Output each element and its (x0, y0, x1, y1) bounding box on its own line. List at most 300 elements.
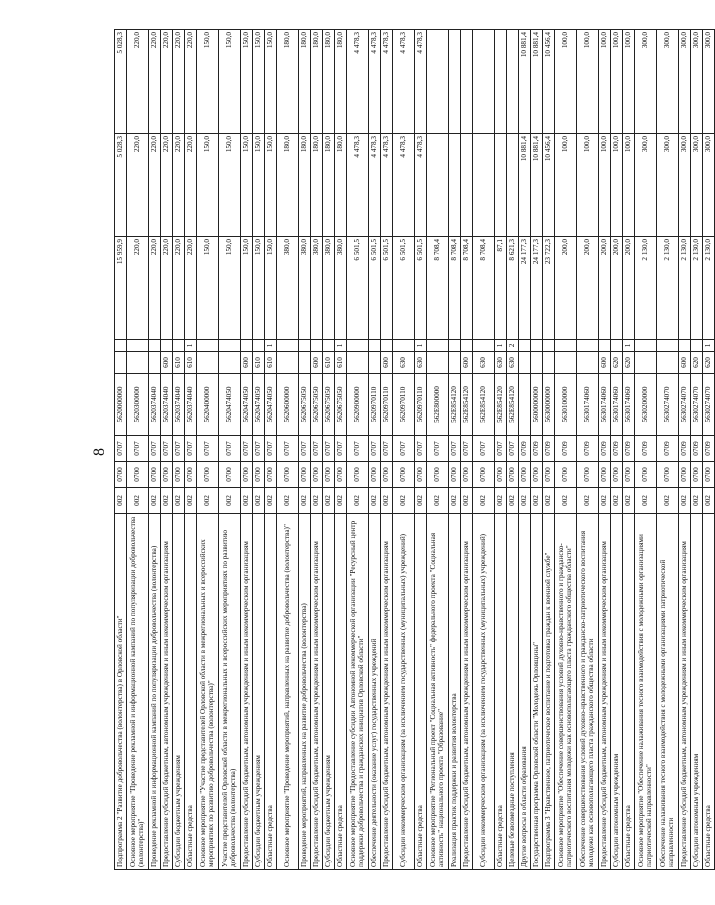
cell-razdel: 0700 (311, 462, 323, 488)
cell-csr: 5620970110 (415, 374, 427, 436)
cell-grbs: 002 (415, 488, 427, 514)
cell-kbk (253, 340, 265, 352)
cell-grbs: 002 (127, 488, 149, 514)
cell-year3: 4 478,3 (347, 30, 369, 134)
cell-year2: 100,0 (555, 134, 577, 237)
cell-year1: 150,0 (197, 237, 219, 340)
row-name: Подпрограмма 2 "Развитие добровольчества (волонтерства) в Орловской области" (115, 514, 127, 870)
cell-year1: 200,0 (599, 237, 611, 340)
cell-vr (635, 352, 657, 374)
cell-year2 (449, 134, 461, 237)
cell-year1: 6 501,5 (381, 237, 393, 340)
cell-podrazdel: 0707 (415, 436, 427, 462)
cell-vr (115, 352, 127, 374)
table-row (173, 30, 185, 870)
cell-grbs: 002 (265, 488, 277, 514)
cell-year3: 180,0 (299, 30, 311, 134)
cell-podrazdel: 0709 (531, 436, 543, 462)
cell-year1: 220,0 (161, 237, 173, 340)
cell-razdel: 0700 (393, 462, 415, 488)
cell-year2: 4 478,3 (369, 134, 381, 237)
cell-csr: 5630274070 (703, 374, 715, 436)
cell-grbs: 002 (623, 488, 635, 514)
table-row (347, 30, 369, 870)
row-name: Обеспечение налаживания тесного взаимодействия с молодежными организациями патриотической направленности (657, 514, 679, 870)
cell-grbs: 002 (691, 488, 703, 514)
cell-grbs: 002 (173, 488, 185, 514)
cell-year1: 8 708,4 (449, 237, 461, 340)
cell-kbk (219, 340, 241, 352)
cell-grbs: 002 (277, 488, 299, 514)
cell-kbk (449, 340, 461, 352)
cell-year3: 300,0 (679, 30, 691, 134)
cell-csr: 5620000000 (115, 374, 127, 436)
cell-year2: 10 881,4 (519, 134, 531, 237)
cell-kbk (241, 340, 253, 352)
cell-vr: 600 (161, 352, 173, 374)
row-name: Областные средства (335, 514, 347, 870)
cell-podrazdel: 0709 (599, 436, 611, 462)
row-name: Субсидии бюджетным учреждениям (173, 514, 185, 870)
cell-year1: 150,0 (219, 237, 241, 340)
table-row (703, 30, 715, 870)
table-row (415, 30, 427, 870)
cell-razdel: 0700 (657, 462, 679, 488)
cell-year1: 23 722,3 (543, 237, 555, 340)
cell-year2: 100,0 (611, 134, 623, 237)
cell-vr (197, 352, 219, 374)
cell-year3: 4 478,3 (381, 30, 393, 134)
row-name: Субсидии автономным учреждениям (611, 514, 623, 870)
cell-year2: 180,0 (323, 134, 335, 237)
cell-kbk: 1 (185, 340, 197, 352)
cell-kbk (149, 340, 161, 352)
table-row (265, 30, 277, 870)
cell-year1: 150,0 (265, 237, 277, 340)
cell-grbs: 002 (219, 488, 241, 514)
row-name: Субсидии некоммерческим организациям (за исключением государственных (муниципальных) учреждений) (473, 514, 495, 870)
cell-grbs: 002 (461, 488, 473, 514)
cell-podrazdel: 0707 (427, 436, 449, 462)
row-name: Субсидии автономным учреждениям (691, 514, 703, 870)
cell-vr: 620 (703, 352, 715, 374)
cell-year1: 220,0 (173, 237, 185, 340)
table-row (277, 30, 299, 870)
cell-year3: 10 456,4 (543, 30, 555, 134)
cell-csr: 5620970110 (393, 374, 415, 436)
cell-year3 (507, 30, 519, 134)
cell-year2 (495, 134, 507, 237)
cell-vr (577, 352, 599, 374)
row-name: Государственная программа Орловской области "Молодежь Орловщины" (531, 514, 543, 870)
cell-year1: 200,0 (623, 237, 635, 340)
cell-year3: 300,0 (703, 30, 715, 134)
table-row (657, 30, 679, 870)
row-name: Основное мероприятие "Обеспечение совершенствования условий духовно-нравственного и гражданско-патриотического воспитания молодежи как основополагающего пласта гражданского общества области" (555, 514, 577, 870)
cell-podrazdel: 0707 (323, 436, 335, 462)
cell-csr: 5620474050 (253, 374, 265, 436)
cell-csr: 562E854120 (507, 374, 519, 436)
cell-grbs: 002 (495, 488, 507, 514)
row-name: Предоставление субсидий бюджетным, автономным учреждениям и иным некоммерческим организациям (381, 514, 393, 870)
table-row (323, 30, 335, 870)
cell-grbs: 002 (381, 488, 393, 514)
cell-podrazdel: 0707 (335, 436, 347, 462)
cell-year1: 8 708,4 (461, 237, 473, 340)
cell-year3: 100,0 (599, 30, 611, 134)
table-row (531, 30, 543, 870)
cell-csr: 5620374040 (173, 374, 185, 436)
cell-razdel: 0700 (555, 462, 577, 488)
cell-razdel: 0700 (623, 462, 635, 488)
row-name: Проведение мероприятий, направленных на развитие добровольчества (волонтерства) (299, 514, 311, 870)
cell-year3: 300,0 (635, 30, 657, 134)
cell-podrazdel: 0707 (381, 436, 393, 462)
cell-razdel: 0700 (161, 462, 173, 488)
cell-kbk (679, 340, 691, 352)
cell-podrazdel: 0707 (197, 436, 219, 462)
cell-year2: 300,0 (703, 134, 715, 237)
cell-grbs: 002 (657, 488, 679, 514)
cell-csr: 5620374040 (149, 374, 161, 436)
cell-kbk (311, 340, 323, 352)
cell-razdel: 0700 (323, 462, 335, 488)
row-name: Другие вопросы в области образования (519, 514, 531, 870)
cell-podrazdel: 0707 (299, 436, 311, 462)
cell-vr: 630 (495, 352, 507, 374)
row-name: Реализация практик поддержки и развития волонтерства (449, 514, 461, 870)
cell-year1: 380,0 (335, 237, 347, 340)
cell-year3: 100,0 (555, 30, 577, 134)
cell-podrazdel: 0707 (461, 436, 473, 462)
cell-year1: 24 177,3 (531, 237, 543, 340)
cell-podrazdel: 0707 (311, 436, 323, 462)
cell-year1: 220,0 (185, 237, 197, 340)
cell-year2: 100,0 (577, 134, 599, 237)
cell-year3: 100,0 (577, 30, 599, 134)
cell-year2: 300,0 (691, 134, 703, 237)
table-row (543, 30, 555, 870)
cell-grbs: 002 (311, 488, 323, 514)
cell-year3: 4 478,3 (415, 30, 427, 134)
cell-grbs: 002 (599, 488, 611, 514)
cell-csr: 5620374040 (185, 374, 197, 436)
cell-kbk (531, 340, 543, 352)
cell-year3: 150,0 (253, 30, 265, 134)
cell-year2: 220,0 (161, 134, 173, 237)
cell-csr: 5620474050 (265, 374, 277, 436)
cell-csr: 5630274070 (691, 374, 703, 436)
cell-csr: 5620300000 (127, 374, 149, 436)
cell-year3: 150,0 (241, 30, 253, 134)
cell-year1: 8 708,4 (427, 237, 449, 340)
cell-grbs: 002 (115, 488, 127, 514)
cell-kbk (691, 340, 703, 352)
cell-csr: 5620600000 (277, 374, 299, 436)
cell-razdel: 0700 (335, 462, 347, 488)
cell-podrazdel: 0707 (473, 436, 495, 462)
cell-year2 (427, 134, 449, 237)
cell-razdel: 0700 (461, 462, 473, 488)
cell-grbs: 002 (531, 488, 543, 514)
cell-year3 (495, 30, 507, 134)
cell-razdel: 0700 (241, 462, 253, 488)
cell-razdel: 0700 (543, 462, 555, 488)
cell-grbs: 002 (161, 488, 173, 514)
cell-year2: 4 478,3 (415, 134, 427, 237)
cell-grbs: 002 (519, 488, 531, 514)
cell-grbs: 002 (149, 488, 161, 514)
cell-year1: 380,0 (299, 237, 311, 340)
cell-vr (149, 352, 161, 374)
cell-year1: 2 130,0 (657, 237, 679, 340)
cell-grbs: 002 (449, 488, 461, 514)
cell-vr: 620 (623, 352, 635, 374)
cell-podrazdel: 0707 (127, 436, 149, 462)
cell-year1: 2 130,0 (703, 237, 715, 340)
cell-csr: 5620900000 (347, 374, 369, 436)
cell-kbk (577, 340, 599, 352)
cell-razdel: 0700 (531, 462, 543, 488)
table-body (115, 30, 715, 870)
cell-grbs: 002 (611, 488, 623, 514)
row-name: Основное мероприятие "Обеспечение налаживания тесного взаимодействия с молодежными организациями патриотической направленности" (635, 514, 657, 870)
table-row (161, 30, 173, 870)
cell-csr: 5630000000 (543, 374, 555, 436)
rotated-page (114, 30, 712, 870)
row-name: Обеспечение деятельности (оказание услуг) государственных учреждений (369, 514, 381, 870)
cell-razdel: 0700 (149, 462, 161, 488)
table-row (369, 30, 381, 870)
cell-podrazdel: 0709 (555, 436, 577, 462)
cell-year2: 220,0 (173, 134, 185, 237)
table-row (519, 30, 531, 870)
cell-kbk (611, 340, 623, 352)
cell-year3: 10 881,4 (519, 30, 531, 134)
row-name: Предоставление субсидий бюджетным, автономным учреждениям и иным некоммерческим организациям (461, 514, 473, 870)
cell-csr: 5620474050 (241, 374, 253, 436)
row-name: Предоставление субсидий бюджетным, автономным учреждениям и иным некоммерческим организациям (679, 514, 691, 870)
cell-csr (519, 374, 531, 436)
row-name: Основное мероприятие "Участие представителей Орловской области в межрегиональных и всероссийских мероприятиях по развитию добровольчества (волонтерства)" (197, 514, 219, 870)
cell-razdel: 0700 (449, 462, 461, 488)
cell-podrazdel: 0709 (703, 436, 715, 462)
table-row (623, 30, 635, 870)
cell-year3: 150,0 (265, 30, 277, 134)
row-name: Областные средства (265, 514, 277, 870)
cell-kbk (161, 340, 173, 352)
cell-kbk (173, 340, 185, 352)
cell-podrazdel: 0707 (161, 436, 173, 462)
cell-kbk: 1 (335, 340, 347, 352)
cell-podrazdel: 0707 (253, 436, 265, 462)
cell-year2: 100,0 (599, 134, 611, 237)
row-name: Проведение рекламной и информационной кампаний по популяризации добровольчества (волонтерства) (149, 514, 161, 870)
cell-year2: 180,0 (277, 134, 299, 237)
cell-year2: 150,0 (219, 134, 241, 237)
cell-csr: 5630100000 (555, 374, 577, 436)
cell-year2: 4 478,3 (393, 134, 415, 237)
cell-vr: 610 (253, 352, 265, 374)
cell-kbk: 1 (703, 340, 715, 352)
cell-grbs: 002 (427, 488, 449, 514)
cell-csr: 5630174060 (577, 374, 599, 436)
cell-vr (449, 352, 461, 374)
cell-razdel: 0700 (127, 462, 149, 488)
cell-podrazdel: 0709 (611, 436, 623, 462)
cell-razdel: 0700 (185, 462, 197, 488)
cell-grbs: 002 (543, 488, 555, 514)
cell-year3: 220,0 (127, 30, 149, 134)
cell-year1: 380,0 (311, 237, 323, 340)
cell-year1: 220,0 (127, 237, 149, 340)
cell-grbs: 002 (577, 488, 599, 514)
cell-podrazdel: 0709 (577, 436, 599, 462)
cell-csr: 562E854120 (495, 374, 507, 436)
cell-year3: 220,0 (185, 30, 197, 134)
cell-csr: 5630174060 (611, 374, 623, 436)
cell-podrazdel: 0707 (495, 436, 507, 462)
cell-razdel: 0700 (519, 462, 531, 488)
table-row (185, 30, 197, 870)
cell-kbk (277, 340, 299, 352)
cell-year3: 4 478,3 (369, 30, 381, 134)
cell-grbs: 002 (473, 488, 495, 514)
cell-csr: 5620474050 (219, 374, 241, 436)
cell-podrazdel: 0707 (347, 436, 369, 462)
cell-razdel: 0700 (691, 462, 703, 488)
cell-year3: 180,0 (277, 30, 299, 134)
cell-grbs: 002 (299, 488, 311, 514)
cell-vr (219, 352, 241, 374)
cell-podrazdel: 0709 (623, 436, 635, 462)
cell-grbs: 002 (185, 488, 197, 514)
cell-vr: 600 (311, 352, 323, 374)
cell-podrazdel: 0709 (543, 436, 555, 462)
cell-year3: 180,0 (335, 30, 347, 134)
cell-year3: 150,0 (219, 30, 241, 134)
table-row (335, 30, 347, 870)
cell-razdel: 0700 (415, 462, 427, 488)
cell-razdel: 0700 (703, 462, 715, 488)
cell-kbk (635, 340, 657, 352)
table-row (679, 30, 691, 870)
cell-podrazdel: 0707 (277, 436, 299, 462)
cell-year2: 4 478,3 (347, 134, 369, 237)
cell-kbk (461, 340, 473, 352)
cell-vr: 600 (599, 352, 611, 374)
cell-csr: 5620970110 (369, 374, 381, 436)
cell-podrazdel: 0707 (507, 436, 519, 462)
cell-year2 (507, 134, 519, 237)
cell-year3 (461, 30, 473, 134)
cell-year3: 4 478,3 (393, 30, 415, 134)
cell-csr: 5630274070 (657, 374, 679, 436)
cell-grbs: 002 (323, 488, 335, 514)
cell-podrazdel: 0707 (115, 436, 127, 462)
cell-year3: 300,0 (691, 30, 703, 134)
cell-kbk: 1 (623, 340, 635, 352)
row-name: Областные средства (703, 514, 715, 870)
cell-podrazdel: 0707 (185, 436, 197, 462)
cell-year2: 5 028,3 (115, 134, 127, 237)
row-name: Предоставление субсидий бюджетным, автономным учреждениям и иным некоммерческим организациям (241, 514, 253, 870)
table-row (473, 30, 495, 870)
cell-kbk (299, 340, 311, 352)
row-name: Областные средства (623, 514, 635, 870)
cell-razdel: 0700 (115, 462, 127, 488)
cell-razdel: 0700 (427, 462, 449, 488)
cell-vr (369, 352, 381, 374)
cell-kbk (657, 340, 679, 352)
cell-csr: 5630274070 (679, 374, 691, 436)
cell-csr: 5620400000 (197, 374, 219, 436)
cell-year3: 100,0 (623, 30, 635, 134)
cell-grbs: 002 (507, 488, 519, 514)
cell-year1: 87,1 (495, 237, 507, 340)
cell-podrazdel: 0707 (265, 436, 277, 462)
cell-csr: 5630200000 (635, 374, 657, 436)
table-row (299, 30, 311, 870)
cell-year1: 6 501,5 (369, 237, 381, 340)
cell-year1: 200,0 (611, 237, 623, 340)
cell-vr (427, 352, 449, 374)
table-row (381, 30, 393, 870)
cell-kbk (381, 340, 393, 352)
cell-csr: 562E854120 (461, 374, 473, 436)
cell-csr: 562E854120 (473, 374, 495, 436)
cell-vr: 610 (265, 352, 277, 374)
cell-year2: 10 456,4 (543, 134, 555, 237)
cell-razdel: 0700 (265, 462, 277, 488)
cell-kbk (393, 340, 415, 352)
cell-year2: 300,0 (679, 134, 691, 237)
cell-csr: 5620675050 (311, 374, 323, 436)
cell-podrazdel: 0707 (173, 436, 185, 462)
cell-vr: 610 (173, 352, 185, 374)
cell-kbk (519, 340, 531, 352)
cell-year3: 180,0 (311, 30, 323, 134)
row-name: Участие представителей Орловской области в межрегиональных и всероссийских мероприятиях по развитию добровольчества (волонтерства) (219, 514, 241, 870)
cell-kbk (427, 340, 449, 352)
cell-podrazdel: 0707 (219, 436, 241, 462)
cell-year1: 15 959,9 (115, 237, 127, 340)
cell-vr (347, 352, 369, 374)
cell-razdel: 0700 (253, 462, 265, 488)
cell-razdel: 0700 (679, 462, 691, 488)
cell-year3 (427, 30, 449, 134)
cell-year1: 2 130,0 (691, 237, 703, 340)
cell-grbs: 002 (369, 488, 381, 514)
cell-vr: 610 (185, 352, 197, 374)
row-name: Подпрограмма 3 "Нравственное, патриотическое воспитание и подготовка граждан к военной службе" (543, 514, 555, 870)
cell-vr: 600 (461, 352, 473, 374)
cell-year2: 150,0 (197, 134, 219, 237)
cell-podrazdel: 0707 (369, 436, 381, 462)
cell-vr: 600 (381, 352, 393, 374)
cell-podrazdel: 0707 (449, 436, 461, 462)
cell-year1: 2 130,0 (635, 237, 657, 340)
cell-csr: 5630174060 (623, 374, 635, 436)
cell-grbs: 002 (635, 488, 657, 514)
cell-year3: 180,0 (323, 30, 335, 134)
cell-year3 (473, 30, 495, 134)
cell-year3: 10 881,4 (531, 30, 543, 134)
cell-podrazdel: 0709 (519, 436, 531, 462)
cell-razdel: 0700 (299, 462, 311, 488)
cell-year2: 150,0 (253, 134, 265, 237)
cell-csr: 5620970110 (381, 374, 393, 436)
